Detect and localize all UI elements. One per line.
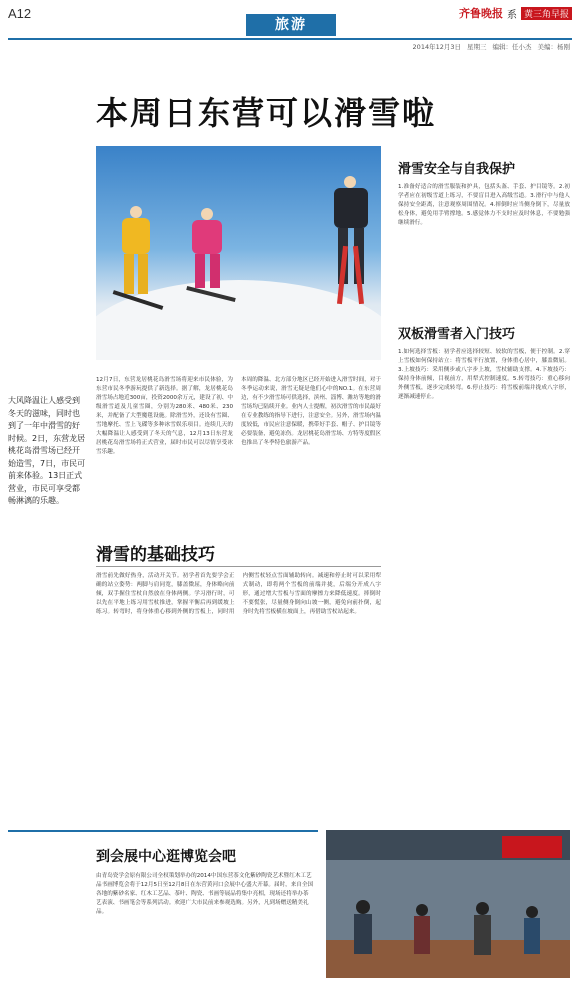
expo-photo-icon [326,830,570,978]
right-column [398,158,570,402]
skier-yellow [116,206,156,306]
newspaper-brand [459,5,572,21]
safety-subhead: 滑雪安全与自我保护 [398,162,516,177]
expo-text: 由青岛瓷学会原有限公司全权策划举办的2014中国东营茶文化紫砂陶瓷艺术暨红木工艺品书画博览会将于12月5日至12月8日在东营黄河口会展中心盛大开幕。届时，来自全国各地的紫砂名家、红木工艺品、茶叶、陶瓷、书画等展品将集中亮相，现场还将举办茶艺表演、书画笔会等系列活动。欢迎广大市民前来参观选购。另外，凡到场赠送精美礼品。 [96,873,314,915]
page-header [0,0,580,58]
intro-sidebar: 大风降温让人感受到冬天的滋味，同时也到了一年中滑雪的好时候。2日，东营龙居桃花岛滑雪场已经开始造雪，7日，市民可前来体验。13日正式营业，市民可享受都畅淋漓的乐趣。 [8,396,86,505]
page-number: A12 [8,6,32,21]
skier-black [328,176,376,306]
issue-weekday: 星期三 [467,43,487,51]
skills-divider [96,566,381,567]
header-divider [8,38,572,40]
brand-sub: 系 [506,9,517,21]
skills-subhead: 滑雪的基础技巧 [96,545,215,565]
editor-credit: 编辑：任小杰 [492,43,532,51]
section-tab-travel[interactable]: 旅游 [246,14,336,36]
expo-divider [8,830,318,832]
main-headline: 本周日东营可以滑雪啦 [96,94,437,132]
expo-headline: 到会展中心逛博览会吧 [96,849,236,865]
ski-photo-icon [96,146,381,360]
article-column-right: 本周的降温、北方部分地区已经开始进入滑雪时间，对于冬季运动来说，滑雪无疑是他们心中的NO.1。在东营周边，有不少滑雪场可供选择，滨州、淄博、潍坊等地的滑雪场均已陆续开业。业内人士提醒，初次滑雪的市民最好在专业教练的指导下进行，注意安全。另外，滑雪场内温度较低，市民应注意保暖，携带好手套、帽子、护目镜等必要装备，避免冻伤。龙居桃花岛滑雪场、方特等度假区也推出了冬季特色旅游产品。 [241,377,381,446]
safety-text: 1.准备好适合的滑雪服装和护具，包括头盔、手套、护目镜等。2.初学者应在初级雪道上练习，不要盲目进入高级雪道。3.滑行中与他人保持安全距离，注意观察周围情况。4.摔倒时应当侧身倒下，尽量放松身体，避免用手臂撑地。5.感觉体力不支时应及时休息，不要勉强继续滑行。 [398,184,570,226]
skiing-text: 1.如何选择雪板：初学者应选择较短、较软的雪板，便于控制。2.穿上雪板如何保持站立：将雪板平行放置，身体重心居中，膝盖微屈。3.上坡技巧：采用侧步或八字步上坡，雪杖辅助支撑。4.下坡技巧：保持身体前倾，目视前方，用犁式控制速度。5.转弯技巧：重心移向外侧雪板，逐步完成转弯。6.停止技巧：将雪板前端并拢成八字形，逐渐减速停止。 [398,349,570,400]
article-column-left: 12月7日，东营龙居桃花岛滑雪场将迎来市民体验，为东营市民冬季游玩提供了新选择。据了解，龙居桃花岛滑雪场占地近300亩，投资2000余万元，建设了初、中级滑雪道及儿童雪圈，分别为280米、480米、230米，并配备了大型魔毯设施。除滑雪外，还设有雪圈、雪地摩托、雪上飞碟等多种冰雪娱乐项目。连续几天的大幅降温让人感受到了冬天的气息，12月13日东营龙居桃花岛滑雪场将正式营业，届时市民可以尽情享受冰雪乐趣。 [96,377,233,455]
skiing-subhead: 双板滑雪者入门技巧 [398,327,516,342]
issue-date: 2014年12月3日 [412,43,461,51]
issue-badge: 黄三角早报 [521,7,572,20]
skills-text: 滑雪前先做好热身，活动开关节。初学者首先要学会正确的站立姿势：两脚与肩同宽，膝盖微屈，身体略向前倾，双手握住雪杖自然放在身体两侧。学习滑行时，可以先在平地上练习用雪杖推进，掌握平衡后再到缓坡上练习。转弯时，将身体重心移到外侧的雪板上，同时用内侧雪杖轻点雪面辅助转向。减速和停止时可以采用犁式制动，即将两个雪板的前端并拢，后端分开成八字形，通过增大雪板与雪面的摩擦力来降低速度。摔倒时不要慌张，尽量侧身倒向山坡一侧，避免向前扑倒，起身时先将雪板横在坡面上，再借助雪杖站起来。 [96,573,381,615]
brand-logo: 齐鲁晚报 [458,7,503,20]
page-meta [413,42,570,51]
designer-credit: 美编：杨刚 [537,43,570,51]
skier-pink [186,208,230,308]
